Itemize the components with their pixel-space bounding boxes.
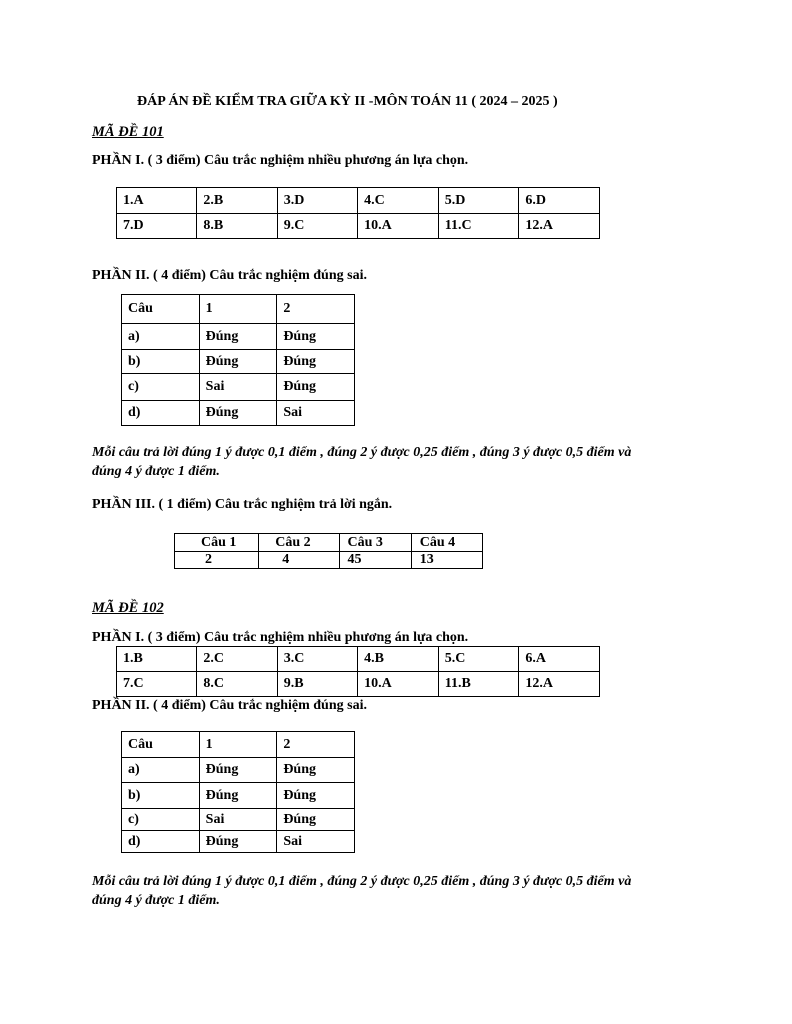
answer-cell: 1.A (117, 188, 197, 214)
answer-cell: 4.B (358, 647, 439, 672)
header-cell: Câu 1 (175, 534, 259, 552)
header-cell: Câu 2 (259, 534, 339, 552)
answer-cell: Đúng (199, 324, 277, 350)
answer-cell: 4.C (358, 188, 439, 214)
header-cell: 2 (277, 732, 355, 758)
note-line: Mỗi câu trả lời đúng 1 ý được 0,1 điểm , đúng 2 ý được 0,25 điểm , đúng 3 ý được 0,5 điểm và (92, 445, 632, 460)
short-answer-table-101 (174, 533, 483, 569)
header-cell: 2 (277, 295, 355, 324)
table-row (117, 647, 600, 672)
answer-cell: b) (122, 350, 200, 374)
table-row (122, 374, 355, 401)
answer-cell: Sai (199, 374, 277, 401)
answer-cell: Đúng (277, 758, 355, 783)
part1-heading-101: PHẦN I. ( 3 điểm) Câu trắc nghiệm nhiều phương án lựa chọn. (92, 153, 469, 168)
table-row (122, 324, 355, 350)
answer-cell: a) (122, 324, 200, 350)
answer-cell: Đúng (277, 374, 355, 401)
header-cell: Câu (122, 732, 200, 758)
answer-cell: Đúng (277, 324, 355, 350)
answer-cell: Đúng (277, 350, 355, 374)
answer-cell: 10.A (358, 214, 439, 239)
answer-cell: c) (122, 374, 200, 401)
table-row (117, 214, 600, 239)
mcq-table-101 (116, 187, 600, 239)
table-row (175, 552, 483, 569)
answer-cell: 45 (339, 552, 411, 569)
note-line: đúng 4 ý được 1 điểm. (92, 893, 220, 908)
table-row (122, 732, 355, 758)
answer-cell: 6.D (519, 188, 600, 214)
answer-cell: b) (122, 783, 200, 809)
answer-cell: 11.B (438, 672, 519, 697)
answer-cell: Sai (277, 401, 355, 426)
answer-cell: Sai (199, 809, 277, 831)
part3-heading-101: PHẦN III. ( 1 điểm) Câu trắc nghiệm trả lời ngắn. (92, 497, 393, 512)
table-row (122, 401, 355, 426)
answer-cell: 7.C (117, 672, 197, 697)
header-cell: Câu 3 (339, 534, 411, 552)
answer-cell: 3.D (277, 188, 357, 214)
mcq-table-102 (116, 646, 600, 697)
answer-cell: a) (122, 758, 200, 783)
header-cell: Câu (122, 295, 200, 324)
answer-cell: Đúng (199, 401, 277, 426)
answer-cell: 2.B (197, 188, 277, 214)
answer-cell: 13 (411, 552, 482, 569)
scoring-note-102 (92, 872, 631, 910)
answer-cell: 8.C (197, 672, 277, 697)
answer-cell: 6.A (519, 647, 600, 672)
answer-cell: 11.C (438, 214, 519, 239)
header-cell: 1 (199, 295, 277, 324)
table-row (122, 758, 355, 783)
table-row (122, 350, 355, 374)
answer-cell: 12.A (519, 214, 600, 239)
answer-cell: Sai (277, 831, 355, 853)
answer-cell: 12.A (519, 672, 600, 697)
answer-cell: 9.B (277, 672, 357, 697)
exam-code-102: MÃ ĐỀ 102 (92, 600, 164, 616)
scoring-note-101 (92, 443, 631, 481)
answer-cell: 4 (259, 552, 339, 569)
answer-cell: Đúng (277, 809, 355, 831)
table-row (122, 783, 355, 809)
table-row (122, 295, 355, 324)
answer-cell: Đúng (199, 758, 277, 783)
truefalse-table-102 (121, 731, 355, 853)
part1-heading-102: PHẦN I. ( 3 điểm) Câu trắc nghiệm nhiều phương án lựa chọn. (92, 630, 469, 645)
answer-cell: 2.C (197, 647, 277, 672)
answer-cell: Đúng (199, 783, 277, 809)
answer-cell: 5.C (438, 647, 519, 672)
answer-cell: 5.D (438, 188, 519, 214)
answer-cell: 7.D (117, 214, 197, 239)
part2-heading-102: PHẦN II. ( 4 điểm) Câu trắc nghiệm đúng sai. (92, 698, 367, 713)
answer-cell: Đúng (199, 831, 277, 853)
document-title: ĐÁP ÁN ĐỀ KIỂM TRA GIỮA KỲ II -MÔN TOÁN 11 ( 2024 – 2025 ) (137, 94, 558, 109)
table-row (175, 534, 483, 552)
header-cell: 1 (199, 732, 277, 758)
note-line: đúng 4 ý được 1 điểm. (92, 464, 220, 479)
truefalse-table-101 (121, 294, 355, 426)
table-row (122, 831, 355, 853)
table-row (117, 672, 600, 697)
answer-cell: d) (122, 831, 200, 853)
answer-cell: 10.A (358, 672, 439, 697)
answer-cell: 1.B (117, 647, 197, 672)
table-row (117, 188, 600, 214)
answer-cell: c) (122, 809, 200, 831)
answer-cell: d) (122, 401, 200, 426)
answer-cell: 2 (175, 552, 259, 569)
part2-heading-101: PHẦN II. ( 4 điểm) Câu trắc nghiệm đúng sai. (92, 268, 367, 283)
answer-cell: Đúng (199, 350, 277, 374)
note-line: Mỗi câu trả lời đúng 1 ý được 0,1 điểm , đúng 2 ý được 0,25 điểm , đúng 3 ý được 0,5 điểm và (92, 874, 632, 889)
answer-cell: 3.C (277, 647, 357, 672)
table-row (122, 809, 355, 831)
answer-cell: 8.B (197, 214, 277, 239)
answer-cell: Đúng (277, 783, 355, 809)
header-cell: Câu 4 (411, 534, 482, 552)
answer-cell: 9.C (277, 214, 357, 239)
exam-code-101: MÃ ĐỀ 101 (92, 124, 164, 140)
